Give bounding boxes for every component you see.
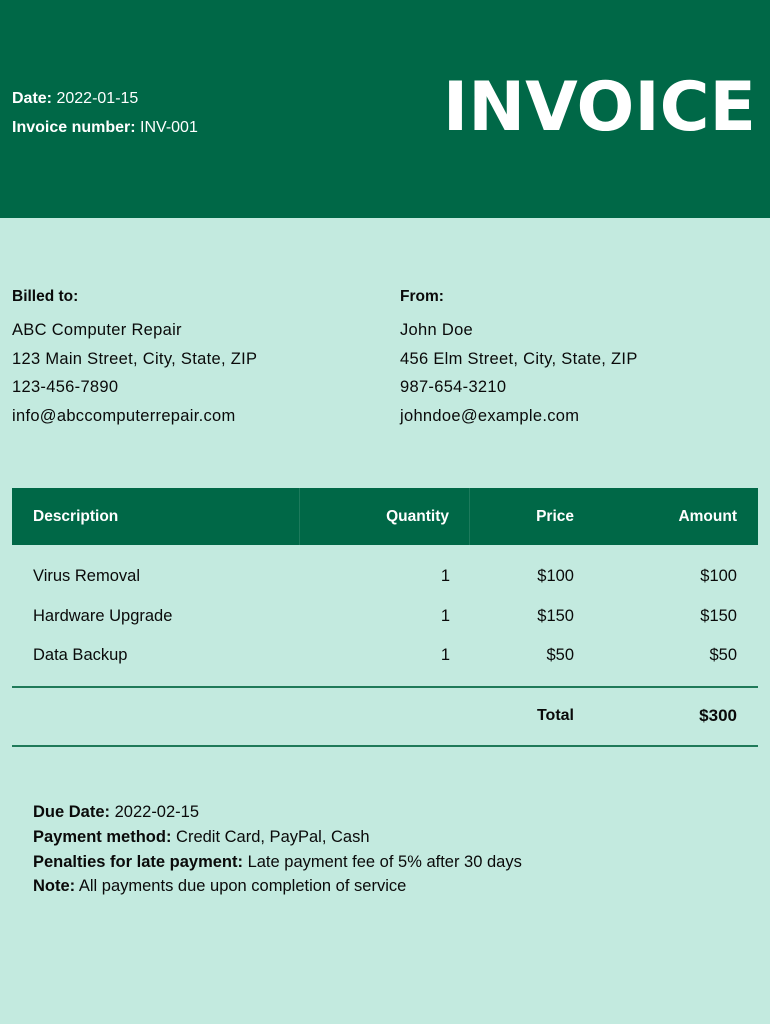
invoice-header [0, 0, 770, 218]
row-price: $100 [537, 567, 574, 586]
table-header [12, 488, 758, 545]
column-header-quantity: Quantity [300, 488, 470, 545]
table-row [12, 597, 758, 637]
row-quantity: 1 [440, 567, 450, 586]
row-amount: $150 [700, 606, 737, 625]
due-date-label: Due Date: [33, 803, 111, 821]
row-description: Data Backup [33, 646, 128, 665]
note-value: All payments due upon completion of service [78, 877, 407, 896]
table-row [12, 636, 758, 676]
invoice-title: INVOICE [442, 68, 756, 147]
row-description: Hardware Upgrade [33, 606, 173, 625]
row-description: Virus Removal [33, 567, 140, 586]
from-address: 456 Elm Street, City, State, ZIP [400, 349, 638, 368]
billed-to-heading: Billed to: [12, 288, 79, 305]
from-email: johndoe@example.com [400, 406, 580, 425]
column-header-price: Price [536, 507, 574, 525]
row-quantity: 1 [440, 646, 450, 665]
invoice-number-label: Invoice number: [12, 119, 136, 136]
line-items-table [12, 488, 758, 747]
date-line [12, 84, 198, 113]
column-header-description: Description [12, 488, 300, 545]
late-penalty-line [33, 850, 522, 875]
note-line [33, 874, 522, 899]
row-amount: $50 [709, 646, 737, 665]
total-row [12, 688, 758, 745]
total-divider-bottom [12, 745, 758, 747]
billed-to-phone: 123-456-7890 [12, 378, 119, 396]
invoice-number-value: INV-001 [140, 119, 198, 136]
date-value: 2022-01-15 [56, 90, 139, 107]
payment-method-line [33, 825, 522, 850]
billed-to-address: 123 Main Street, City, State, ZIP [12, 349, 258, 368]
total-value: $300 [699, 706, 737, 725]
row-price: $150 [537, 606, 574, 625]
payment-method-value: Credit Card, PayPal, Cash [176, 827, 370, 846]
table-body [12, 545, 758, 676]
row-quantity: 1 [440, 606, 450, 625]
row-amount: $100 [700, 567, 737, 586]
late-penalty-label: Penalties for late payment: [33, 852, 243, 871]
invoice-meta [12, 84, 198, 142]
date-label: Date: [12, 90, 53, 107]
late-penalty-value: Late payment fee of 5% after 30 days [247, 852, 522, 871]
from-heading: From: [400, 288, 444, 305]
table-row [12, 557, 758, 597]
invoice-number-line [12, 113, 198, 142]
row-price: $50 [546, 646, 574, 665]
total-label: Total [536, 707, 574, 724]
due-date-line [33, 800, 522, 825]
from-name: John Doe [400, 321, 474, 339]
payment-method-label: Payment method: [33, 827, 172, 846]
billed-to-email: info@abccomputerrepair.com [12, 406, 236, 425]
due-date-value: 2022-02-15 [114, 803, 200, 821]
note-label: Note: [33, 877, 76, 896]
payment-terms [33, 800, 522, 899]
billed-to-name: ABC Computer Repair [12, 321, 182, 339]
from-phone: 987-654-3210 [400, 378, 507, 396]
column-header-amount: Amount [678, 507, 737, 525]
from-section [400, 288, 638, 430]
billed-to-section [12, 288, 257, 430]
